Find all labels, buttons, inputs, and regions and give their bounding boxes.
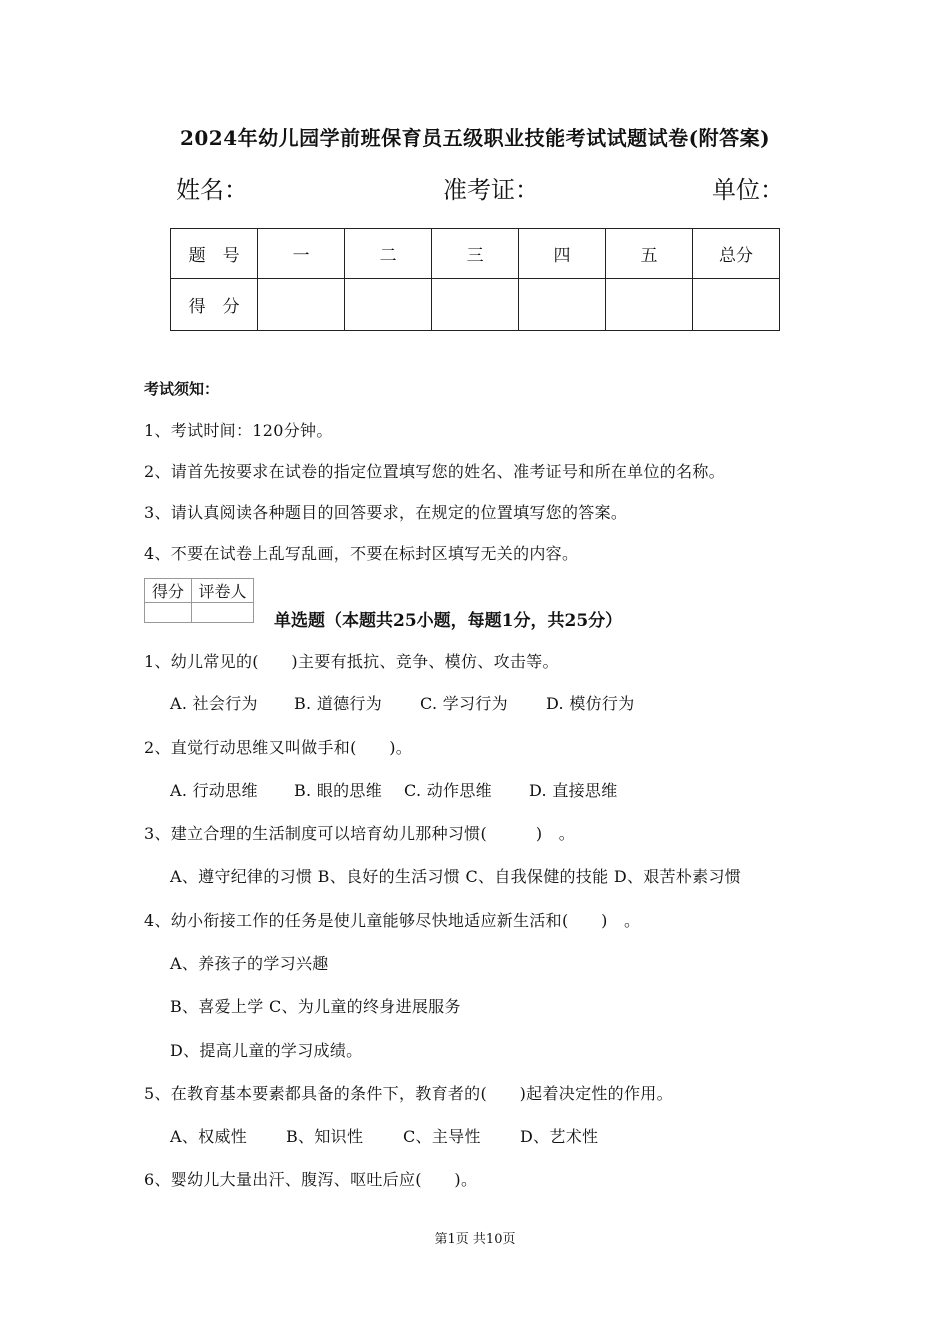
page-footer: 第1页 共10页 xyxy=(434,1232,516,1247)
option[interactable]: C. 学习行为 xyxy=(420,694,508,713)
option[interactable]: A. 行动思维 xyxy=(170,781,258,800)
option[interactable]: D. 模仿行为 xyxy=(546,694,635,713)
score-header-cell: 题 号 xyxy=(171,229,258,279)
score-cell[interactable] xyxy=(606,279,693,331)
score-row-label: 得 分 xyxy=(171,279,258,331)
exam-title: 2024年幼儿园学前班保育员五级职业技能考试试题试卷(附答案) xyxy=(179,126,771,150)
exam-id-label: 准考证： xyxy=(443,176,539,204)
score-header-cell: 五 xyxy=(606,229,693,279)
score-cell[interactable] xyxy=(692,279,779,331)
option[interactable]: A、权威性 xyxy=(170,1127,248,1146)
notice-item: 3、请认真阅读各种题目的回答要求，在规定的位置填写您的答案。 xyxy=(144,503,628,522)
question-stem: 3、建立合理的生活制度可以培育幼儿那种习惯( ) 。 xyxy=(144,824,576,843)
score-header-cell: 总分 xyxy=(692,229,779,279)
option[interactable]: D. 直接思维 xyxy=(529,781,618,800)
score-header-cell: 二 xyxy=(345,229,432,279)
notice-item: 2、请首先按要求在试卷的指定位置填写您的姓名、准考证号和所在单位的名称。 xyxy=(144,462,725,481)
option[interactable]: B. 眼的思维 xyxy=(294,781,383,800)
score-cell[interactable] xyxy=(432,279,519,331)
grader-box xyxy=(144,578,254,623)
option-line[interactable]: A、养孩子的学习兴趣 xyxy=(170,954,329,973)
question-stem: 2、直觉行动思维又叫做手和( )。 xyxy=(144,738,413,757)
score-cell[interactable] xyxy=(519,279,606,331)
option-line[interactable]: D、提高儿童的学习成绩。 xyxy=(170,1041,363,1060)
score-header-cell: 一 xyxy=(258,229,345,279)
option[interactable]: B. 道德行为 xyxy=(294,694,383,713)
score-cell[interactable] xyxy=(258,279,345,331)
option[interactable]: C、主导性 xyxy=(403,1127,481,1146)
notice-item: 4、不要在试卷上乱写乱画，不要在标封区填写无关的内容。 xyxy=(144,544,579,563)
notice-heading: 考试须知： xyxy=(144,380,220,398)
option[interactable]: A. 社会行为 xyxy=(170,694,258,713)
grader-name-label: 评卷人 xyxy=(192,579,254,603)
score-header-cell: 四 xyxy=(519,229,606,279)
question-stem: 1、幼儿常见的( )主要有抵抗、竞争、模仿、攻击等。 xyxy=(144,652,559,671)
notice-item: 1、考试时间：120分钟。 xyxy=(144,421,333,440)
score-header-cell: 三 xyxy=(432,229,519,279)
option[interactable]: C. 动作思维 xyxy=(404,781,492,800)
options-line[interactable]: A、遵守纪律的习惯 B、良好的生活习惯 C、自我保健的技能 D、艰苦朴素习惯 xyxy=(170,867,742,886)
score-cell[interactable] xyxy=(345,279,432,331)
score-table xyxy=(170,228,780,331)
question-stem: 5、在教育基本要素都具备的条件下，教育者的( )起着决定性的作用。 xyxy=(144,1084,673,1103)
grader-score-cell[interactable] xyxy=(145,603,192,623)
grader-name-cell[interactable] xyxy=(192,603,254,623)
option-line[interactable]: B、喜爱上学 C、为儿童的终身进展服务 xyxy=(170,997,461,1016)
option[interactable]: B、知识性 xyxy=(286,1127,364,1146)
section-title: 单选题（本题共25小题，每题1分，共25分） xyxy=(274,611,623,631)
option[interactable]: D、艺术性 xyxy=(520,1127,599,1146)
unit-label: 单位： xyxy=(712,176,784,204)
question-stem: 6、婴幼儿大量出汗、腹泻、呕吐后应( )。 xyxy=(144,1170,478,1189)
grader-score-label: 得分 xyxy=(145,579,192,603)
name-label: 姓名： xyxy=(176,176,248,204)
question-stem: 4、幼小衔接工作的任务是使儿童能够尽快地适应新生活和( ) 。 xyxy=(144,911,641,930)
